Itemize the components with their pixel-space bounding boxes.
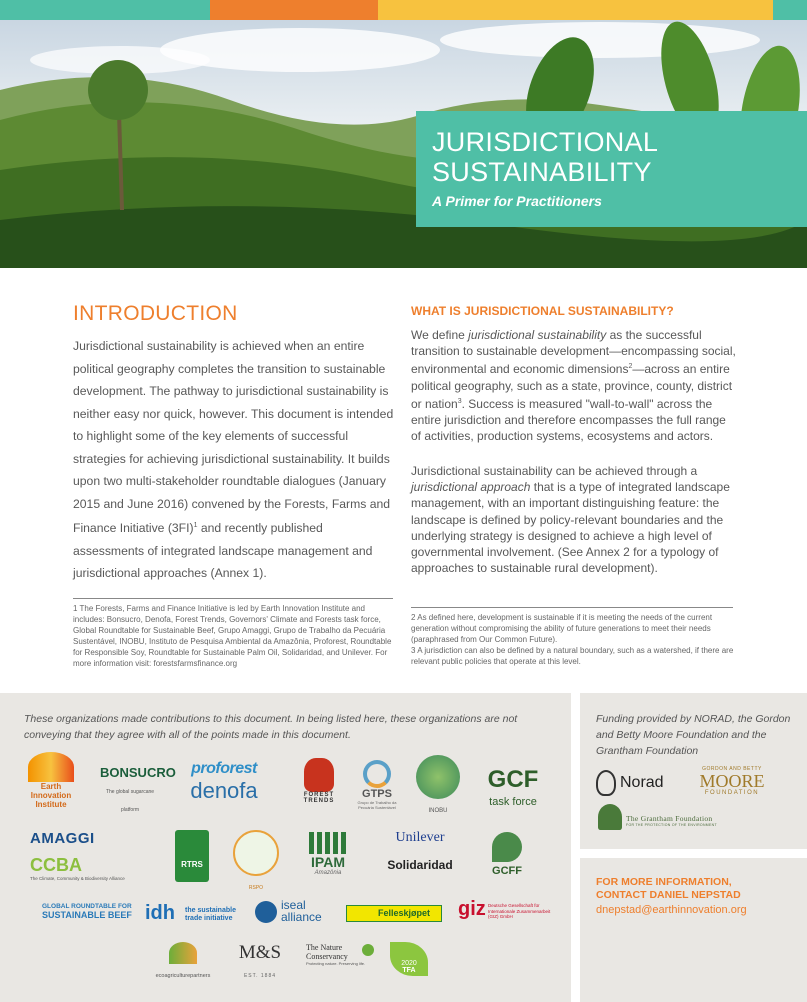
forest-trends-text: FOREST TRENDS [303,792,335,804]
what-is-heading: WHAT IS JURISDICTIONAL SUSTAINABILITY? [411,304,674,318]
ecoagriculture-logo [150,942,216,982]
gtps-logo [352,760,402,810]
footnote-divider [73,598,393,599]
gtps-icon [363,760,391,788]
ms-text: M&S [238,942,282,963]
funding-note: Funding provided by NORAD, the Gordon and Betty Moore Foundation and the Grantham Foundation [596,713,791,757]
footnote-divider [411,607,733,608]
felleskjopet-text: Felleskjøpet [377,908,431,918]
gtps-tagline: Grupo de Trabalho da Pecuária Sustentável [357,800,397,810]
moore-bot: FOUNDATION [704,790,760,796]
p2-text: Jurisdictional sustainability can be achieved through a [411,464,698,478]
document-title-line2: SUSTAINABILITY [432,157,652,187]
title-panel [416,111,807,227]
gcf-tagline: task force [489,796,537,808]
footnote-2: 2 As defined here, development is sustainable if it is meeting the needs of the current generation without compromising the ability of future generations to meet their needs (paraphrased from Our Common Future). [411,613,713,644]
norad-text: Norad [620,774,664,791]
gcf-task-force-logo [480,768,546,810]
gcf-text: GCF [487,766,539,793]
intro-text-end: and recently published assessments of integrated landscape management and jurisdictional approaches (Annex 1). [73,521,373,581]
eii-text: Earth Innovation Institute [30,782,72,809]
p2-emphasis: jurisdictional approach [411,480,531,495]
more-info-line1: FOR MORE INFORMATION, [596,876,732,888]
iseal-text-1: iseal [281,898,306,912]
amaggi-text: AMAGGI [30,830,95,847]
gcff-text: GCFF [492,865,522,877]
tnc-line1: The Nature [306,943,343,952]
felleskjopet-logo [346,905,442,922]
forest-trends-icon [304,758,334,792]
footnote-ref-3: 3 [457,397,462,405]
rtrs-logo [175,830,209,882]
giz-tagline: Deutsche Gesellschaft für Internationale Zusammenarbeit (GIZ) GmbH [488,903,551,919]
iseal-text-2: alliance [281,910,322,924]
footnote-1: 1 The Forests, Farms and Finance Initiative is led by Earth Innovation Institute and includes: Bonsucro, Denofa, Forest Trends, Governors' Climate and Forests task force, Global Roundtable for Sustainable Beef, Grupo Amaggi, Grupo de Trabalho da Pecuária Sustentável, INOBU, Instituto de Pesquisa Ambiental da Amazônia, Proforest, Roundtable for Responsible Soy, Roundtable for Sustainable Palm Oil, Solidaridad, and Unilever. For more information visit: forestsfarmsfinance.org [73,604,392,668]
tnc-line2: Conservancy [306,952,348,961]
more-info-heading [596,876,741,902]
footnotes-2-3 [411,612,741,667]
inobu-icon [416,755,460,799]
bonsucro-text: BONSUCRO [100,765,176,780]
introduction-heading: INTRODUCTION [73,302,238,325]
grantham-tagline: FOR THE PROTECTION OF THE ENVIRONMENT [626,823,717,827]
rspo-text: RSPO [248,885,264,891]
introduction-body [73,335,397,585]
p1-emphasis: jurisdictional sustainability [468,328,607,342]
ms-tagline: EST. 1884 [243,973,277,979]
document-subtitle: A Primer for Practitioners [432,193,602,209]
footnote-ref-2: 2 [628,363,633,371]
idh-tagline-2: trade initiative [185,915,233,922]
p1-text: —across an entire political geography, such as a state, province, county, district or nation [411,362,733,411]
idh-tagline-1: the sustainable [185,907,236,914]
nature-conservancy-logo [306,944,378,966]
footnote-ref-1: 1 [193,522,198,529]
moore-mid: MOORE [699,771,765,791]
norad-emblem-icon [596,770,616,796]
inobu-logo [410,755,466,817]
ipam-logo [302,832,354,876]
proforest-text: proforest [191,760,257,777]
ms-logo [232,942,288,982]
gtps-text: GTPS [362,788,392,800]
idh-text: idh [145,902,175,924]
rspo-palm-icon [233,830,279,876]
yellow-stripe [378,0,773,20]
p1-text: We define [411,328,469,342]
more-info-line2: CONTACT DANIEL NEPSTAD [596,889,741,901]
unilever-solidaridad-logos [375,830,465,872]
iseal-icon [255,901,277,923]
gcff-leaf-icon [492,832,522,862]
inobu-text: INOBU [428,808,448,814]
p2-text: that is a type of integrated landscape management, with an important distinguishing feature: the landscape is defined by policy-relevant boundaries and the underlying strategy is designed to achieve a high level of governmental involvement. (See Annex 2 for a typology of approaches to sustainable rural development). [411,480,730,576]
ccba-tagline: The Climate, Community & Biodiversity Alliance [30,876,125,881]
solidaridad-text: Solidaridad [387,858,453,872]
rtrs-text: RTRS [181,860,203,869]
rspo-logo [230,830,282,894]
p1-text: as the successful transition to sustainable development—encompassing social, environmental and economic dimensions [411,328,736,377]
grantham-tree-icon [598,804,622,830]
forest-trends-logo [293,758,345,804]
ipam-text: IPAM [311,854,345,870]
top-color-bar [0,0,807,20]
intro-text: Jurisdictional sustainability is achieved when an entire political geography completes the transition to sustainable development. The pathway to jurisdictional sustainability is neither easy nor quick, however. This document is intended to highlight some of the key elements of successful strategies for achieving jurisdictional sustainability. It builds upon two multi-stakeholder roundtable dialogues (January 2015 and June 2016) convened by the Forests, Farms and Finance Initiative (3FI) [73,339,394,536]
eco-text: ecoagriculturepartners [155,973,211,979]
contributors-note: These organizations made contributions to this document. In being listed here, these organizations are not conveying that they agree with all of the points made in this document. [24,713,518,741]
amaggi-ccba-logos [30,830,140,881]
grsb-logo [18,903,136,920]
eco-icon [169,942,197,964]
tfa-text: TFA [402,967,416,974]
ccba-text: CCBA [30,855,82,875]
what-paragraph-2 [411,463,736,576]
teal-stripe-end [773,0,807,20]
grantham-text: The Grantham Foundation [626,814,713,823]
tnc-tagline: Protecting nature. Preserving life. [306,961,366,966]
bonsucro-logo [100,765,176,816]
ipam-icon [309,832,347,854]
eii-icon [28,752,74,782]
bonsucro-tagline: The global sugarcane platform [105,789,155,813]
gcff-logo [482,832,532,877]
earth-innovation-logo [22,752,80,809]
what-paragraph-1 [411,327,736,444]
tnc-leaf-icon [362,944,374,956]
contact-email-link[interactable]: dnepstad@earthinnovation.org [596,904,747,916]
moore-foundation-logo [690,766,774,796]
grsb-line1: GLOBAL ROUNDTABLE FOR [42,903,132,910]
giz-text: giz [458,898,486,920]
p1-text: . Success is measured "wall-to-wall" across the entire jurisdiction and therefore encompasses the full range of activities, production systems, ecosystems and actors. [411,396,726,444]
document-title-line1: JURISDICTIONAL [432,127,659,157]
ipam-tagline: Amazônia [314,870,342,876]
moore-top: GORDON AND BETTY [702,766,762,772]
proforest-denofa-logos [178,760,270,804]
teal-stripe [0,0,210,20]
footnote-3: 3 A jurisdiction can also be defined by a natural boundary, such as a watershed, if there are relevant public policies that operate at this level. [411,646,734,666]
orange-stripe [210,0,378,20]
grsb-line2: SUSTAINABLE BEEF [42,910,132,920]
unilever-text: Unilever [395,830,445,845]
tfa-year: 2020 [401,960,417,967]
denofa-text: denofa [190,778,258,803]
